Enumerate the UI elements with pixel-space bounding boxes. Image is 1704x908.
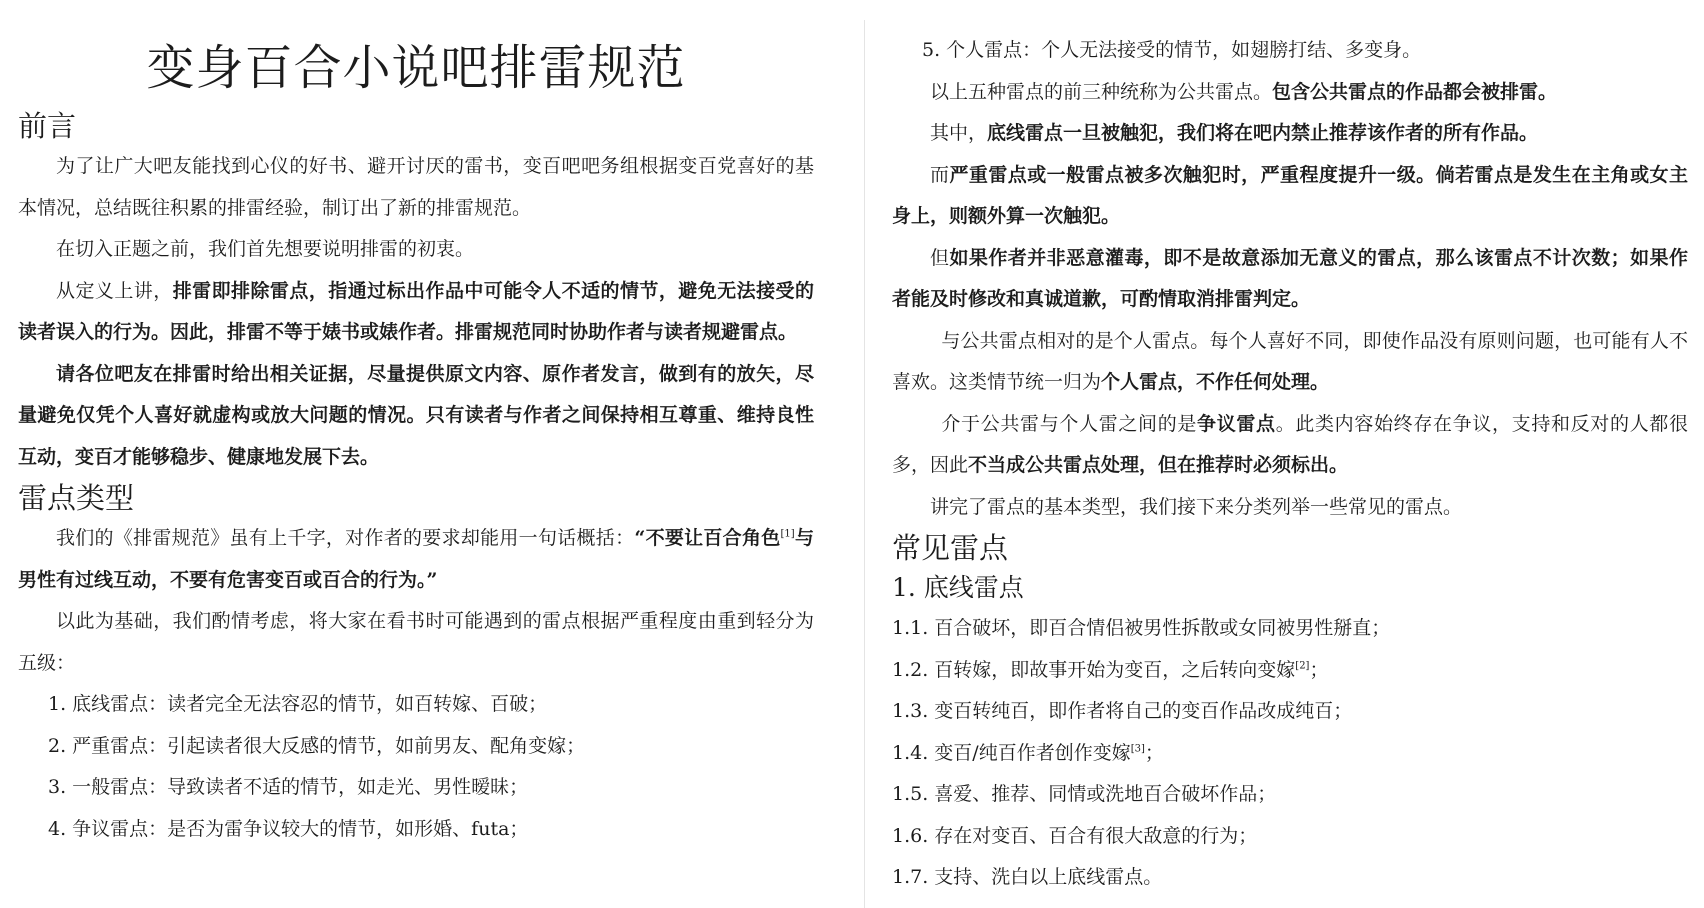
paragraph-summary [18, 518, 814, 601]
controversial-term: 争议雷点 [1197, 412, 1276, 435]
escalation-lead: 而 [930, 163, 950, 186]
paragraph-intro: 为了让广大吧友能找到心仪的好书、避开讨厌的雷书，变百吧吧务组根据变百党喜好的基本情况，总结既往积累的排雷经验，制订出了新的排雷规范。 [18, 155, 814, 219]
level-item: 2. 严重雷点：引起读者很大反感的情节，如前男友、配角变嫁； [48, 734, 586, 757]
bottom-line-list [892, 608, 1688, 899]
bottom-line-item: 1.6. 存在对变百、百合有很大敌意的行为； [892, 824, 1258, 847]
summary-quote-end: 与男性有过线互动，不要有危害变百或百合的行为。” [18, 527, 814, 591]
paragraph-controversial [892, 404, 1688, 487]
paragraph-public-points [892, 72, 1688, 114]
paragraph-escalation [892, 155, 1688, 238]
public-points-lead: 以上五种雷点的前三种统称为公共雷点。 [930, 80, 1273, 103]
controversial-bold: 不当成公共雷点处理，但在推荐时必须标出。 [968, 454, 1349, 476]
exception-bold: 如果作者并非恶意灌毒，即不是故意添加无意义的雷点，那么该雷点不计次数；如果作者能及时修改和真诚道歉，可酌情取消排雷判定。 [892, 246, 1688, 310]
paragraph-bottom-line [892, 113, 1688, 155]
controversial-mid: 。此类内容始终存在争议，支持和反对的人都很多，因此 [892, 412, 1688, 476]
right-column [888, 0, 1704, 908]
level-item: 1. 底线雷点：读者完全无法容忍的情节，如百转嫁、百破； [48, 693, 548, 715]
paragraph-personal-points [892, 321, 1688, 404]
summary-lead: 我们的《排雷规范》虽有上千字，对作者的要求却能用一句话概括： [56, 527, 635, 549]
bottom-line-lead: 其中， [930, 122, 988, 144]
exception-lead: 但 [930, 246, 950, 269]
personal-points-lead: 与公共雷点相对的是个人雷点。每个人喜好不同，即使作品没有原则问题，也可能有人不喜欢。这类情节统一归为 [892, 329, 1688, 393]
paragraph-exception [892, 238, 1688, 321]
paragraph-levels-intro: 以此为基础，我们酌情考虑，将大家在看书时可能遇到的雷点根据严重程度由重到轻分为五级： [18, 610, 814, 674]
escalation-bold: 严重雷点或一般雷点被多次触犯时，严重程度提升一级。倘若雷点是发生在主角或女主身上，则额外算一次触犯。 [892, 163, 1688, 227]
personal-points-bold: 个人雷点，不作任何处理。 [1101, 371, 1330, 393]
bottom-line-item [892, 650, 1688, 692]
footnote-ref-2[interactable]: [2] [1295, 660, 1310, 672]
left-column [0, 0, 842, 908]
definition-bold: 排雷即排除雷点，指通过标出作品中可能令人不适的情节，避免无法接受的读者误入的行为。因此，排雷不等于婊书或婊作者。排雷规范同时协助作者与读者规避雷点。 [18, 279, 814, 343]
heading-common: 常见雷点 [892, 531, 1009, 565]
bottom-line-item: 1.5. 喜爱、推荐、同情或洗地百合破坏作品； [892, 783, 1277, 805]
item-tail: ； [1144, 741, 1164, 764]
paragraph-definition [18, 271, 814, 354]
column-divider [864, 20, 865, 908]
item-text: 1.2. 百转嫁，即故事开始为变百，之后转向变嫁 [892, 658, 1296, 681]
paragraph-evidence [18, 354, 814, 479]
definition-lead: 从定义上讲， [56, 279, 173, 302]
heading-bottom-line: 1. 底线雷点 [892, 573, 1024, 602]
bottom-line-item: 1.7. 支持、洗白以上底线雷点。 [892, 866, 1163, 888]
level-item-5: 5. 个人雷点：个人无法接受的情节，如翅膀打结、多变身。 [922, 39, 1422, 61]
bottom-line-item [892, 733, 1688, 775]
bottom-line-item: 1.3. 变百转纯百，即作者将自己的变百作品改成纯百； [892, 700, 1353, 722]
paragraph-transition: 讲完了雷点的基本类型，我们接下来分类列举一些常见的雷点。 [930, 495, 1463, 518]
item-tail: ； [1309, 658, 1329, 681]
level-item: 4. 争议雷点：是否为雷争议较大的情节，如形婚、futa； [48, 817, 529, 840]
bottom-line-item: 1.1. 百合破坏，即百合情侣被男性拆散或女同被男性掰直； [892, 617, 1391, 639]
bottom-line-bold: 底线雷点一旦被触犯，我们将在吧内禁止推荐该作者的所有作品。 [987, 122, 1539, 144]
level-item: 3. 一般雷点：导致读者不适的情节，如走光、男性暧昧； [48, 776, 529, 798]
heading-types: 雷点类型 [18, 481, 135, 515]
controversial-lead: 介于公共雷与个人雷之间的是 [941, 412, 1198, 435]
evidence-bold: 请各位吧友在排雷时给出相关证据，尽量提供原文内容、原作者发言，做到有的放矢，尽量避免仅凭个人喜好就虚构或放大问题的情况。只有读者与作者之间保持相互尊重、维持良性互动，变百才能够稳步、健康地发展下去。 [18, 362, 814, 468]
footnote-ref-1[interactable]: [1] [780, 528, 795, 540]
levels-list [18, 684, 814, 850]
paragraph-purpose: 在切入正题之前，我们首先想要说明排雷的初衷。 [56, 238, 475, 260]
summary-quote-start: “不要让百合角色 [634, 527, 781, 549]
item-text: 1.4. 变百/纯百作者创作变嫁 [892, 741, 1131, 764]
heading-preface: 前言 [18, 109, 77, 143]
footnote-ref-3[interactable]: [3] [1130, 743, 1145, 755]
public-points-bold: 包含公共雷点的作品都会被排雷。 [1272, 80, 1558, 103]
document-title: 变身百合小说吧排雷规范 [146, 40, 686, 96]
